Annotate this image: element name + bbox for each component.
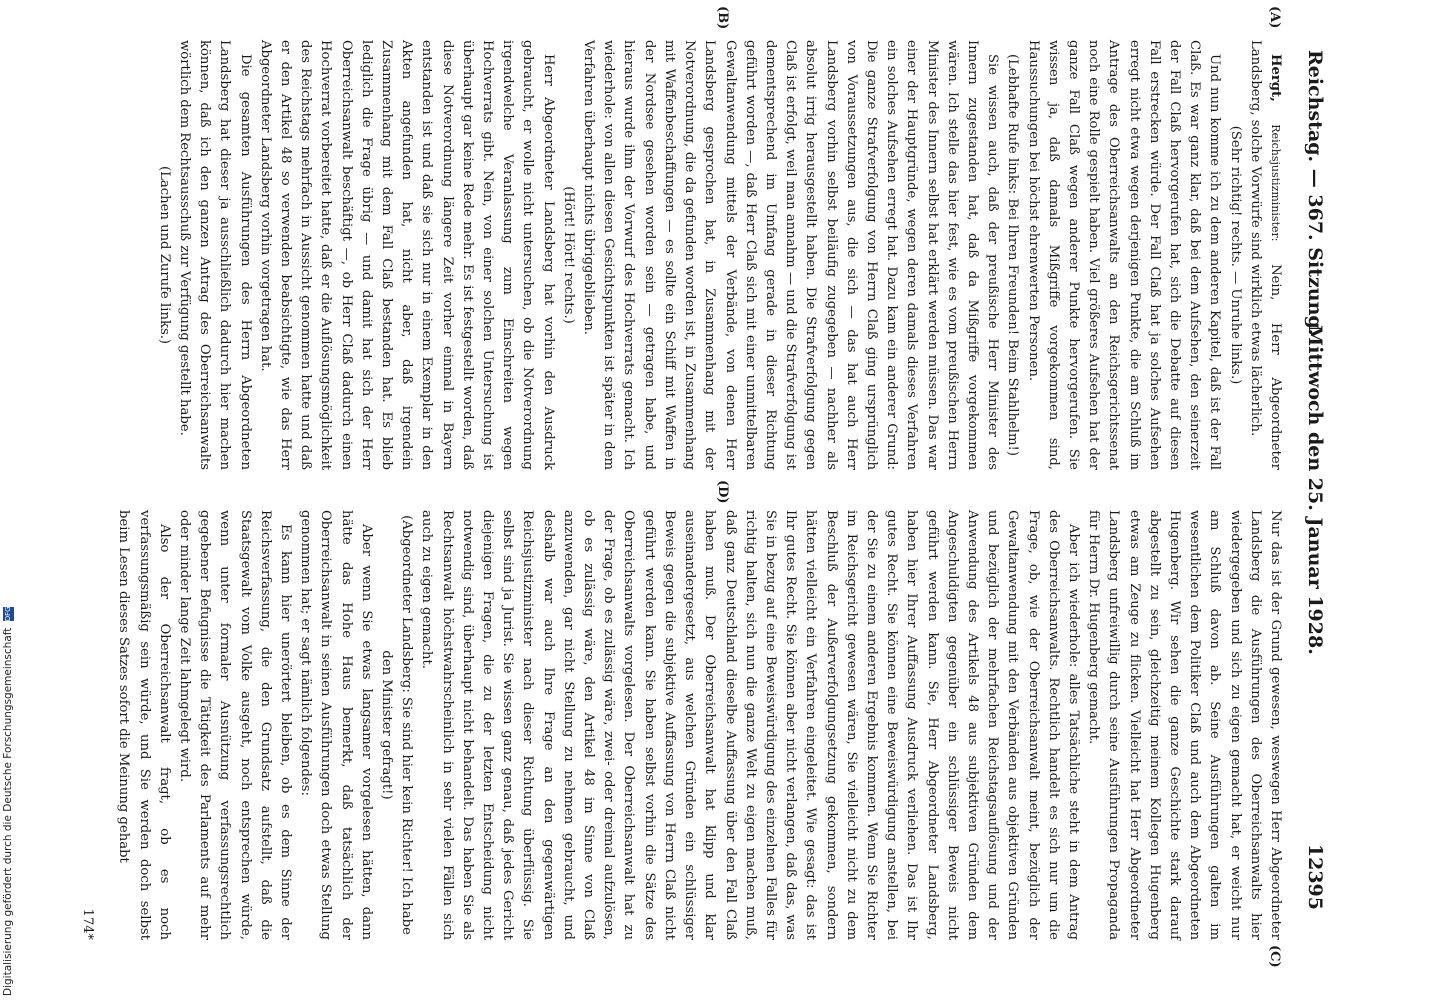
paragraph: Also der Oberreichsanwalt fragt, ob es noch verfassungsmäßig sein würde, und Sie werden doch selbst beim Lesen dieses Satzes sofort die Meinung gehabt	[116, 510, 172, 940]
speaker-paragraph	[1245, 40, 1285, 470]
header-date: Mittwoch den 25. Januar 1928.	[1304, 325, 1326, 655]
interjection: (Hört! Hört! rechts.)	[560, 186, 576, 324]
sheet-signature: 174*	[80, 908, 95, 940]
paragraph: Aber wenn Sie etwas langsamer vorgelesen hätten, dann hätte das Hohe Haus bemerkt, daß tatsächlich der Oberreichsanwalt in seinen Ausführungen doch etwas Stellung genommen hat; er sagt nämlich folgendes:	[298, 510, 374, 940]
margin-marker-b: (B)	[715, 6, 730, 30]
margin-marker-c: (C)	[1267, 945, 1282, 968]
right-column	[113, 510, 1285, 940]
funding-note	[2, 607, 14, 996]
speaker-name: Hergt,	[1268, 54, 1283, 102]
paragraph: Sie wissen auch, daß der preußische Herr Minister des Innern zugestanden hat, daß da Mißgriffe vorgekommen wären. Ich stelle das hier fest, wie es vom preußischen Herrn Minister des Innern selbst hat erklärt werden müssen. Das war einer der Hauptgründe, wegen deren damals dieses Verfahren ein solches Aufsehen erregt hat. Dazu kam ein anderer Grund: Die ganze Strafverfolgung von Herrn Claß ging ursprünglich von Voraussetzungen aus, die sich — das hat auch Herr Landsberg vorhin selbst beiläufig zugegeben — nachher als absolut irrig herausgestellt haben. Die Strafverfolgung gegen Claß ist erfolgt, weil man annahm — und die Strafverfolgung ist dementsprechend im Umfang gerade in dieser Richtung geführt worden —, daß Herr Claß sich mit einer unmittelbaren Gewaltanwendung mittels der Verbände, von denen Herr Landsberg gesprochen hat, in Zusammenhang mit der Notverordnung, die da gefunden worden ist, in Zusammenhang mit Waffenbeschaffungen — es sollte ein Schiff mit Waffen in der Nordsee gesehen worden sein — getragen habe, und hieraus wurde ihm der Vorwurf des Hochverrats gemacht. Ich wiederhole: von allen diesen Gesichtspunkten ist später in dem Verfahren überhaupt nichts übriggeblieben.	[581, 40, 1001, 470]
page-header	[1300, 40, 1330, 940]
paragraph: Nur das ist der Grund gewesen, weswegen Herr Abgeordneter Landsberg die Ausführungen des Oberreichsanwalts hier wiedergegeben und sich zu eigen gemacht hat, er weicht nur am Schluß davon ab. Seine Ausführungen galten im wesentlichen dem Politiker Claß und auch dem Abgeordneten Hugenberg. Wir sehen die ganze Geschichte stark darauf abgestellt zu sein, gleichzeitig meinem Kollegen Hugenberg etwas am Zeuge zu flicken. Vielleicht hat Herr Abgeordneter Landsberg unfreiwillig durch seine Ausführungen Propaganda für Herrn Dr. Hugenberg gemacht.	[1086, 510, 1283, 940]
speech-text: Nein, Herr Abgeordneter Landsberg, solche Vorwürfe sind wirklich etwas lächerlich.	[1247, 40, 1283, 470]
margin-marker-a: (A)	[1267, 6, 1282, 29]
page-number: 12395	[1304, 843, 1326, 910]
speaker-role: Reichsjustizminister:	[1269, 124, 1282, 242]
paragraph: Die gesamten Ausführungen des Herrn Abgeordneten Landsberg hat dieser ja ausschließlich dadurch hier machen können, daß ich den ganzen Antrag des Oberreichsanwalts wörtlich dem Rechtsausschuß zur Verfügung gestellt habe.	[177, 40, 253, 470]
interjection: (Sehr richtig! rechts. — Unruhe links.)	[1227, 125, 1243, 385]
paragraph: Aber ich wiederhole: alles Tatsächliche steht in dem Antrag des Oberreichsanwalts. Rechtlich handelt es sich nur um die Frage, ob, wie der Oberreichsanwalt meint, bezüglich der Gewaltanwendung mit den Verbänden aus objektiven Gründen und bezüglich der mehrfachen Reichstagsauflösung und der Anwendung des Artikels 48 aus subjektiven Gründen dem Angeschuldigten gegenüber ein schlüssiger Beweis nicht geführt werden kann. Sie, Herr Abgeordneter Landsberg, haben hier Ihrer Auffassung Ausdruck verliehen. Das ist Ihr gutes Recht. Sie können eine Beweiswürdigung anstellen, bei der Sie zu einem anderen Ergebnis kommen. Wenn Sie Richter im Reichsgericht gewesen wären, Sie vielleicht nicht zu dem Beschluß der Außerverfolgungsetzung gekommen, sondern hätten vielleicht ein Verfahren eingeleitet. Wie gesagt: das ist Ihr gutes Recht. Sie können aber nicht verlangen, daß das, was Sie in bezug auf eine Beweiswürdigung des einzelnen Falles für richtig halten, sich nun die ganze Welt zu eigen machen muß, daß ganz Deutschland dieselbe Auffassung über den Fall Claß haben muß. Der Oberreichsanwalt hat klipp und klar auseinandergesetzt, aus welchen Gründen ein schlüssiger Beweis gegen die subjektive Auffassung von Herrn Claß nicht geführt werden kann. Sie haben selbst vorhin die Sätze des Oberreichsanwalts vorgelesen. Der Oberreichsanwalt hat zu der Frage, ob es zulässig wäre, zwei- oder dreimal aufzulösen, ob es zulässig wäre, den Artikel 48 im Sinne von Claß anzuwenden, gar nicht Stellung zu nehmen gebraucht, und deshalb war auch Ihre Frage an den gegenwärtigen Reichsjustizminister nach dieser Richtung überflüssig. Sie selbst sind ja Jurist. Sie wissen ganz genau, daß jedes Gericht diejenigen Fragen, die zu der letzten Entscheidung nicht notwendig sind, überhaupt nicht behandelt. Das haben Sie als Rechtsanwalt höchstwahrscheinlich in sehr vielen Fällen sich auch zu eigen gemacht.	[419, 510, 1081, 940]
paragraph: Herr Abgeordneter Landsberg hat vorhin den Ausdruck gebraucht, er wolle nicht untersuchen, ob die Notverordnung irgendwelche Veranlassung zum Einschreiten wegen Hochverrats gibt. Nein, von einer solchen Untersuchung ist überhaupt gar keine Rede mehr. Es ist festgestellt worden, daß diese Notverordnung längere Zeit vorher einmal in Bayern entstanden ist und daß sie sich nur in einem Exemplar in den Akten angefunden hat, nicht aber, daß irgendein Zusammenhang mit dem Fall Claß bestanden hat. Es blieb lediglich die Frage übrig — und damit hat sich der Herr Oberreichsanwalt beschäftigt —, ob Herr Claß dadurch einen Hochverrat vorbereitet hatte, daß er die Auflösungsmöglichkeit des Reichstags mehrfach in Aussicht genommen hatte und daß er den Artikel 48 so verwenden beabsichtigte, wie das Herr Abgeordneter Landsberg vorhin vorgetragen hat.	[257, 40, 556, 470]
dfg-logo: DFG	[3, 606, 12, 622]
interjection: (Abgeordneter Landsberg: Sie sind hier kein Richter! Ich habe den Minister gefragt!)	[379, 515, 415, 935]
paragraph: Und nun komme ich zu dem anderen Kapitel, daß ist der Fall Claß. Es war ganz klar, daß bei dem Aufsehen, den seinerzeit der Fall Claß hervorgerufen hat, sich die Debatte auf diesen Fall erstrecken würde. Der Fall Claß hat ja solches Aufsehen erregt nicht etwa wegen derjenigen Punkte, die am Schluß im Antrage des Oberreichsanwalts an den Reichsgerichtssenat noch eine Rolle gespielt haben. Viel größeres Aufsehen hat der ganze Fall Claß wegen anderer Punkte hervorgerufen. Sie wissen ja, daß damals Mißgriffe vorgekommen sind, Haussuchungen bei höchst ehrenwerten Personen.	[1025, 40, 1223, 470]
interjection: (Lachen und Zurufe links.)	[156, 165, 172, 345]
margin-marker-d: (D)	[715, 480, 730, 504]
interjection: (Lebhafte Rufe links: Bei Ihren Freunden! Beim Stahlhelm!)	[1005, 54, 1021, 456]
header-left: Reichstag. — 367. Sitzung.	[1304, 50, 1326, 336]
funding-text: Digitalisierung gefördert durch die Deutsche Forschungsgemeinschaft	[2, 627, 14, 996]
rotated-page	[60, 6, 1330, 968]
paragraph: Es kann hier unerörtert bleiben, ob es dem Sinne der Reichsverfassung, die den Grundsatz aufstellt, daß die Staatsgewalt vom Volke ausgeht, noch entsprechen würde, wenn unter formaler Ausnützung verfassungsrechtlich gegebener Befugnisse die Tätigkeit des Parlaments auf mehr oder minder lange Zeit lahmgelegt wird.	[177, 510, 294, 940]
left-column	[154, 40, 1285, 470]
